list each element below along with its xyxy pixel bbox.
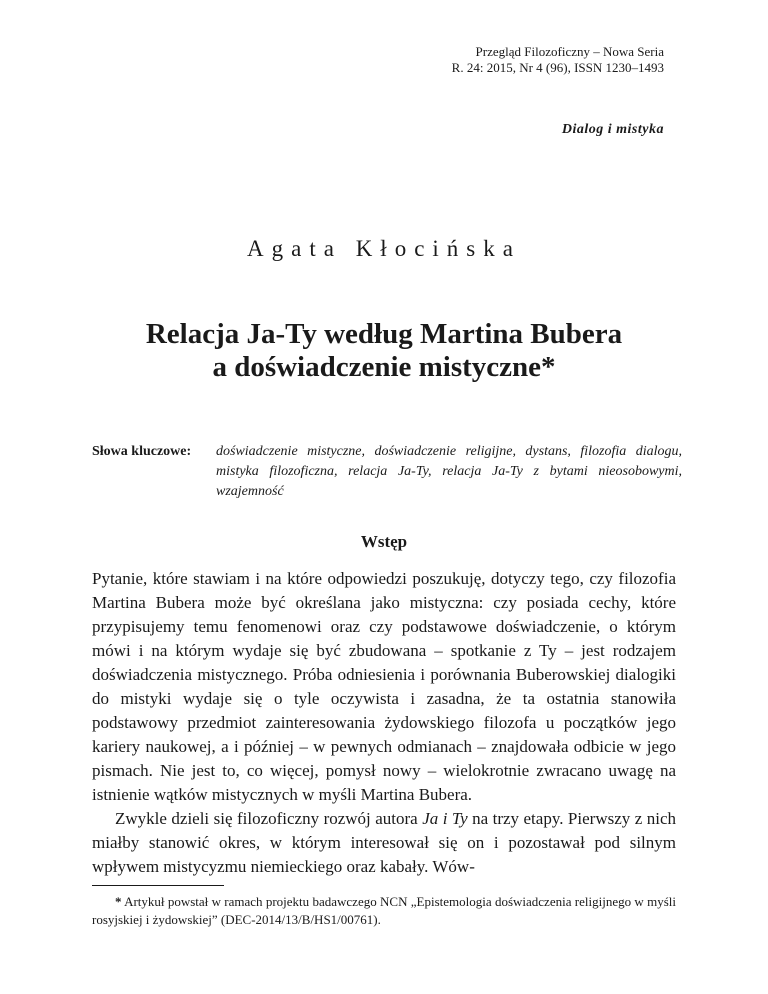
footnote-text: Artykuł powstał w ramach projektu badawczego NCN „Epistemologia doświadczenia religijnego w myśli rosyjskiej i żydowskiej” (DEC-2014/13/B/HS1/00761). — [92, 894, 676, 927]
section-heading: Wstęp — [360, 532, 408, 551]
paragraph-2 — [92, 807, 676, 879]
issue-info: R. 24: 2015, Nr 4 (96), ISSN 1230–1493 — [451, 60, 664, 75]
section-label: Dialog i mistyka — [561, 122, 664, 137]
body-text — [92, 567, 676, 879]
journal-name: Przegląd Filozoficzny – Nowa Seria — [475, 44, 664, 59]
article-title — [0, 318, 768, 384]
book-title-italic: Ja i Ty — [422, 809, 468, 828]
author-name: Agata Kłocińska — [247, 236, 521, 261]
keywords-text: doświadczenie mistyczne, doświadczenie religijne, dystans, filozofia dialogu, mistyka filozoficzna, relacja Ja-Ty, relacja Ja-Ty z bytami nieosobowymi, wzajemność — [216, 444, 682, 499]
paragraph-2-start: Zwykle dzieli się filozoficzny rozwój autora — [115, 809, 423, 828]
footnote-marker: * — [115, 894, 122, 909]
footnote — [92, 893, 676, 929]
paragraph-2-end: na trzy etapy. Pierwszy z nich miałby stanowić okres, w którym interesował się on i pozostawał pod silnym wpływem mistycyzmu niemieckiego oraz kabały. Wów- — [92, 809, 677, 876]
keywords-label: Słowa kluczowe: — [92, 444, 192, 459]
keywords-block — [92, 442, 682, 502]
footnote-rule — [92, 885, 224, 886]
paragraph-1: Pytanie, które stawiam i na które odpowiedzi poszukuję, dotyczy tego, czy filozofia Martina Bubera może być określana jako mistyczna: czy posiada cechy, które przypisujemy temu fenomenowi oraz czy podstawowe doświadczenie, o którym mówi i na którym wydaje się być zbudowana – spotkanie z Ty – jest rodzajem doświadczenia mistycznego. Próba odniesienia i porównania Buberowskiej dialogiki do mistyki wydaje się o tyle oczywista i zasadna, że ta ostatnia stanowiła podstawowy przedmiot zainteresowania żydowskiego filozofa u początków jego kariery naukowej, a i później – w pewnych odmianach – znajdowała odbicie w jego pismach. Nie jest to, co więcej, pomysł nowy – wielokrotnie zwracano uwagę na istnienie wątków mistycznych w myśli Martina Bubera. — [92, 569, 676, 804]
title-line-1: Relacja Ja-Ty według Martina Bubera — [145, 318, 623, 350]
title-line-2: a doświadczenie mistyczne* — [212, 351, 556, 383]
running-header — [452, 44, 664, 76]
